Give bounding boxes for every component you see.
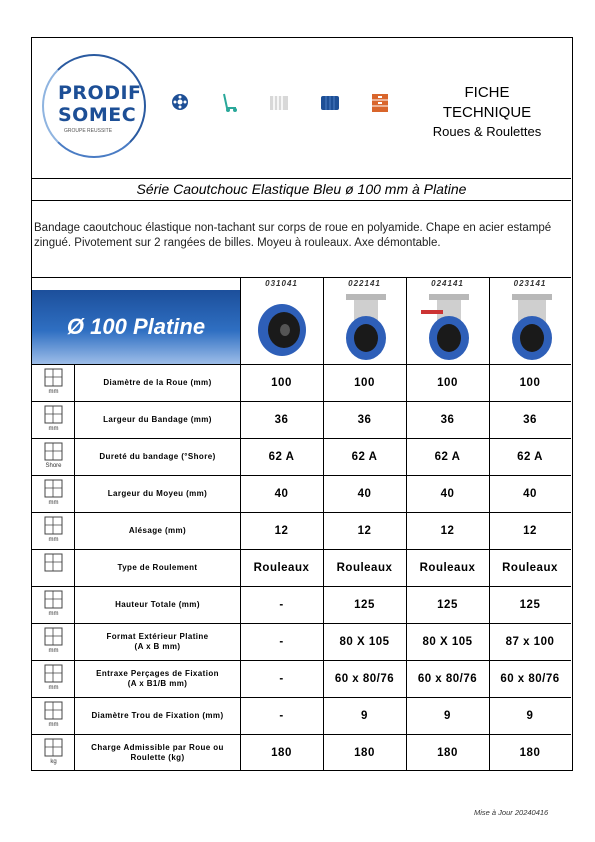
row-label: Alésage (mm) (128, 525, 187, 535)
brand-line1: PRODIF (58, 82, 142, 104)
brand-line2: SOMEC (58, 104, 137, 126)
cabinet-icon (369, 90, 391, 114)
row-value: Rouleaux (419, 561, 476, 574)
icon-unit: mm (48, 611, 59, 617)
product-codes-row (32, 278, 571, 290)
row-value: 60 x 80/76 (334, 672, 395, 685)
fixing-hole-icon (32, 697, 75, 734)
bin-icon (319, 90, 341, 114)
row-value: 36 (357, 413, 372, 426)
row-label: Diamètre de la Roue (mm) (103, 377, 212, 387)
row-value: 180 (437, 746, 458, 759)
size-banner (32, 290, 240, 364)
bearing-type-icon (32, 549, 75, 586)
wheel-icon (169, 90, 191, 114)
total-height-icon (32, 586, 75, 623)
row-value: 40 (440, 487, 455, 500)
icon-unit: mm (48, 537, 59, 543)
row-value: 125 (437, 598, 458, 611)
fixed-caster-photo (489, 290, 571, 364)
table-row (32, 364, 571, 401)
header (32, 38, 571, 179)
row-value: 9 (444, 709, 451, 722)
tread-width-icon (32, 401, 75, 438)
series-title: Série Caoutchouc Elastique Bleu ø 100 mm à Platine (32, 179, 571, 201)
row-value: Rouleaux (253, 561, 310, 574)
icon-unit: Shore (45, 463, 62, 469)
row-value: - (279, 672, 284, 685)
row-value: 100 (437, 376, 458, 389)
row-value: 87 x 100 (505, 635, 555, 648)
table-row (32, 512, 571, 549)
table-row (32, 475, 571, 512)
row-value: 40 (274, 487, 289, 500)
row-value: 100 (271, 376, 292, 389)
document-title (412, 83, 562, 141)
row-value: 12 (523, 524, 537, 537)
icon-unit: mm (48, 722, 59, 728)
hand-truck-icon (219, 90, 241, 114)
icon-unit: kg (50, 759, 57, 765)
icon-unit: mm (48, 426, 59, 432)
racking-icon (268, 90, 290, 114)
row-value: 125 (354, 598, 375, 611)
row-label: Entraxe Perçages de Fixation (A x B1/B mm) (96, 668, 219, 688)
row-value: 100 (354, 376, 375, 389)
row-value: 125 (519, 598, 541, 611)
row-value: 60 x 80/76 (500, 672, 560, 685)
product-code: 022141 (348, 279, 381, 288)
row-label: Format Extérieur Platine (A x B mm) (106, 631, 209, 651)
row-value: 62 A (434, 450, 461, 463)
row-value: Rouleaux (502, 561, 558, 574)
row-value: 180 (271, 746, 292, 759)
hole-spacing-icon (32, 660, 75, 697)
row-value: 62 A (517, 450, 543, 463)
row-value: 9 (361, 709, 368, 722)
row-value: 180 (354, 746, 375, 759)
product-code: 031041 (265, 279, 298, 288)
row-value: 40 (357, 487, 372, 500)
row-value: 12 (274, 524, 289, 537)
table-row (32, 549, 571, 586)
row-value: - (279, 635, 284, 648)
row-value: 80 X 105 (422, 635, 473, 648)
row-value: 60 x 80/76 (417, 672, 478, 685)
table-row (32, 586, 571, 623)
product-code: 023141 (513, 279, 547, 288)
swivel-caster-photo (323, 290, 406, 364)
wheel-photo (240, 290, 323, 364)
load-capacity-icon (32, 734, 75, 771)
title-line2: TECHNIQUE (442, 104, 532, 121)
row-value: - (279, 598, 284, 611)
hardness-icon (32, 438, 75, 475)
row-label: Largeur du Bandage (mm) (103, 414, 212, 424)
hub-width-icon (32, 475, 75, 512)
icon-unit: mm (48, 685, 59, 691)
row-value: - (279, 709, 284, 722)
banner-text: Ø 100 Platine (66, 314, 206, 339)
wheel-diameter-icon (32, 364, 75, 401)
row-label: Largeur du Moyeu (mm) (107, 488, 208, 498)
row-label: Charge Admissible par Roue ou Roulette (kg) (91, 742, 224, 762)
row-value: 100 (519, 376, 541, 389)
row-value: 80 X 105 (339, 635, 390, 648)
icon-unit: mm (48, 648, 59, 654)
row-label: Diamètre Trou de Fixation (mm) (91, 710, 224, 720)
title-line3: Roues & Roulettes (432, 124, 542, 139)
update-date: Mise à Jour 20240416 (474, 808, 549, 817)
table-row (32, 438, 571, 475)
table-row (32, 697, 571, 734)
table-row (32, 734, 571, 771)
table-row (32, 660, 571, 697)
spec-sheet (31, 37, 573, 771)
plate-format-icon (32, 623, 75, 660)
row-value: 62 A (268, 450, 295, 463)
brand-logo (42, 54, 146, 158)
icon-unit: mm (48, 500, 59, 506)
row-value: Rouleaux (336, 561, 393, 574)
braked-caster-photo (406, 290, 489, 364)
product-code: 024141 (431, 279, 464, 288)
row-value: 36 (274, 413, 289, 426)
brand-tagline: GROUPE REUSSITE (64, 128, 113, 134)
row-label: Type de Roulement (117, 562, 198, 572)
row-value: 62 A (351, 450, 378, 463)
row-value: 36 (440, 413, 455, 426)
table-row (32, 401, 571, 438)
title-line1: FICHE (464, 84, 510, 101)
product-description: Bandage caoutchouc élastique non-tachant sur corps de roue en polyamide. Chape en acier estampé zingué. Pivotement sur 2 rangées de billes. Moyeu à rouleaux. Axe démontable. (32, 201, 571, 278)
row-value: 40 (523, 487, 537, 500)
row-label: Dureté du bandage (°Shore) (99, 451, 216, 461)
table-row (32, 623, 571, 660)
row-value: 12 (357, 524, 372, 537)
bore-icon (32, 512, 75, 549)
row-value: 12 (440, 524, 455, 537)
row-value: 180 (519, 746, 541, 759)
icon-unit: mm (48, 389, 59, 395)
row-label: Hauteur Totale (mm) (115, 599, 200, 609)
row-value: 9 (526, 709, 534, 722)
row-value: 36 (523, 413, 537, 426)
